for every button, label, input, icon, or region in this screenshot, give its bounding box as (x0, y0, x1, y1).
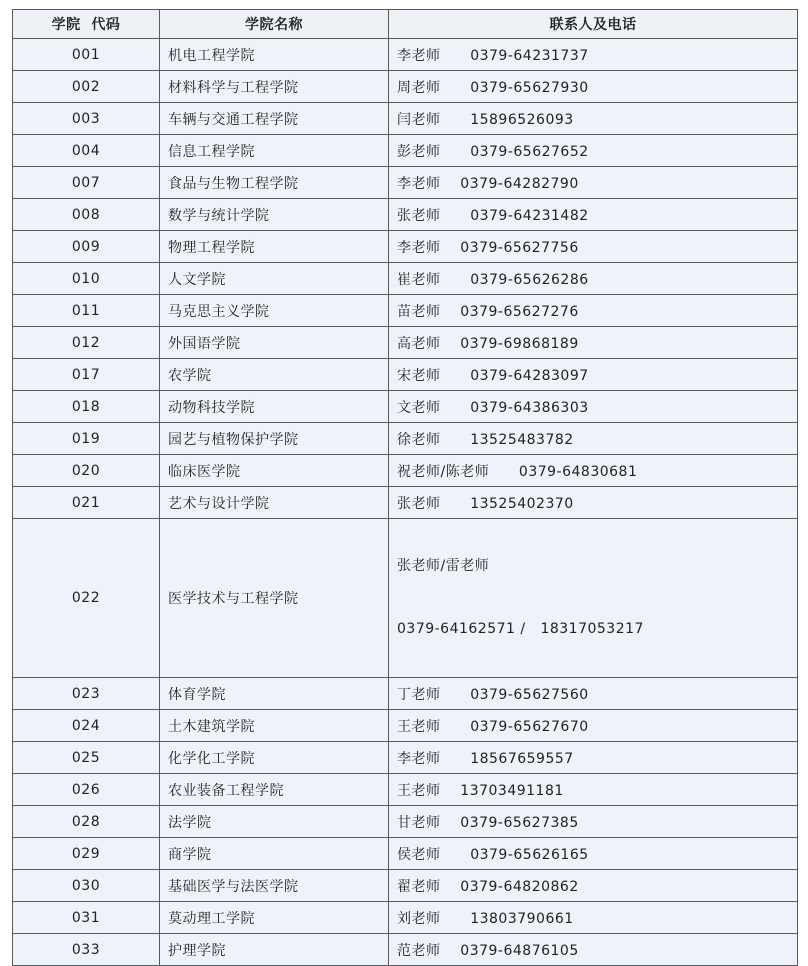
contact-persons: 张老师/雷老师 (397, 558, 490, 574)
contact-info: 高老师 0379-69868189 (389, 327, 798, 359)
college-name: 农业装备工程学院 (160, 774, 389, 806)
contact-info: 范老师 0379-64876105 (389, 934, 798, 966)
contact-info: 丁老师 0379-65627560 (389, 678, 798, 710)
college-code: 003 (13, 103, 160, 135)
college-code: 011 (13, 295, 160, 327)
college-code: 017 (13, 359, 160, 391)
college-name: 外国语学院 (160, 327, 389, 359)
college-name: 马克思主义学院 (160, 295, 389, 327)
table-row (13, 519, 798, 678)
college-contact-table-wrapper (12, 9, 797, 966)
college-code: 033 (13, 934, 160, 966)
college-name: 莫动理工学院 (160, 902, 389, 934)
table-row (13, 295, 798, 327)
contact-info (389, 519, 798, 678)
table-row (13, 199, 798, 231)
contact-info: 刘老师 13803790661 (389, 902, 798, 934)
college-name: 园艺与植物保护学院 (160, 423, 389, 455)
table-row (13, 742, 798, 774)
college-name: 食品与生物工程学院 (160, 167, 389, 199)
college-name: 动物科技学院 (160, 391, 389, 423)
contact-phones: 0379-64162571 / 18317053217 (397, 621, 644, 637)
college-name: 临床医学院 (160, 455, 389, 487)
table-row (13, 455, 798, 487)
header-contact: 联系人及电话 (389, 10, 798, 39)
contact-info: 张老师 0379-64231482 (389, 199, 798, 231)
table-row (13, 838, 798, 870)
college-code: 010 (13, 263, 160, 295)
college-code: 030 (13, 870, 160, 902)
contact-info: 宋老师 0379-64283097 (389, 359, 798, 391)
contact-info: 闫老师 15896526093 (389, 103, 798, 135)
contact-info: 甘老师 0379-65627385 (389, 806, 798, 838)
college-name: 车辆与交通工程学院 (160, 103, 389, 135)
college-name: 土木建筑学院 (160, 710, 389, 742)
table-row (13, 774, 798, 806)
contact-info: 王老师 13703491181 (389, 774, 798, 806)
table-row (13, 71, 798, 103)
college-code: 008 (13, 199, 160, 231)
college-code: 025 (13, 742, 160, 774)
contact-info: 李老师 0379-64231737 (389, 39, 798, 71)
table-row (13, 135, 798, 167)
college-code: 009 (13, 231, 160, 263)
college-name: 人文学院 (160, 263, 389, 295)
college-code: 002 (13, 71, 160, 103)
college-code: 024 (13, 710, 160, 742)
contact-info: 徐老师 13525483782 (389, 423, 798, 455)
table-row (13, 359, 798, 391)
table-header-row (13, 10, 798, 39)
table-row (13, 231, 798, 263)
contact-info: 李老师 0379-65627756 (389, 231, 798, 263)
college-code: 007 (13, 167, 160, 199)
table-row (13, 167, 798, 199)
table-row (13, 327, 798, 359)
contact-info: 张老师 13525402370 (389, 487, 798, 519)
college-name: 商学院 (160, 838, 389, 870)
college-code: 029 (13, 838, 160, 870)
table-row (13, 710, 798, 742)
contact-info: 周老师 0379-65627930 (389, 71, 798, 103)
college-name: 数学与统计学院 (160, 199, 389, 231)
table-row (13, 103, 798, 135)
table-row (13, 263, 798, 295)
contact-info: 苗老师 0379-65627276 (389, 295, 798, 327)
contact-info: 彭老师 0379-65627652 (389, 135, 798, 167)
contact-info: 祝老师/陈老师 0379-64830681 (389, 455, 798, 487)
college-name: 艺术与设计学院 (160, 487, 389, 519)
table-row (13, 487, 798, 519)
table-row (13, 39, 798, 71)
contact-info: 李老师 18567659557 (389, 742, 798, 774)
header-college-name: 学院名称 (160, 10, 389, 39)
college-code: 012 (13, 327, 160, 359)
table-row (13, 870, 798, 902)
college-code: 023 (13, 678, 160, 710)
college-name: 医学技术与工程学院 (160, 519, 389, 678)
college-name: 机电工程学院 (160, 39, 389, 71)
contact-info: 崔老师 0379-65626286 (389, 263, 798, 295)
college-name: 农学院 (160, 359, 389, 391)
contact-info: 李老师 0379-64282790 (389, 167, 798, 199)
college-code: 028 (13, 806, 160, 838)
header-college-code: 学院 代码 (13, 10, 160, 39)
college-name: 材料科学与工程学院 (160, 71, 389, 103)
contact-info: 翟老师 0379-64820862 (389, 870, 798, 902)
college-code: 021 (13, 487, 160, 519)
contact-info: 文老师 0379-64386303 (389, 391, 798, 423)
college-code: 018 (13, 391, 160, 423)
contact-info: 王老师 0379-65627670 (389, 710, 798, 742)
table-row (13, 391, 798, 423)
college-code: 019 (13, 423, 160, 455)
table-row (13, 423, 798, 455)
college-name: 法学院 (160, 806, 389, 838)
college-name: 信息工程学院 (160, 135, 389, 167)
college-contact-table (12, 9, 798, 966)
college-name: 体育学院 (160, 678, 389, 710)
table-row (13, 934, 798, 966)
college-code: 022 (13, 519, 160, 678)
college-name: 基础医学与法医学院 (160, 870, 389, 902)
college-code: 026 (13, 774, 160, 806)
table-row (13, 806, 798, 838)
college-code: 031 (13, 902, 160, 934)
table-row (13, 902, 798, 934)
college-code: 001 (13, 39, 160, 71)
college-name: 化学化工学院 (160, 742, 389, 774)
table-row (13, 678, 798, 710)
college-code: 004 (13, 135, 160, 167)
contact-info: 侯老师 0379-65626165 (389, 838, 798, 870)
college-name: 物理工程学院 (160, 231, 389, 263)
college-code: 020 (13, 455, 160, 487)
college-name: 护理学院 (160, 934, 389, 966)
